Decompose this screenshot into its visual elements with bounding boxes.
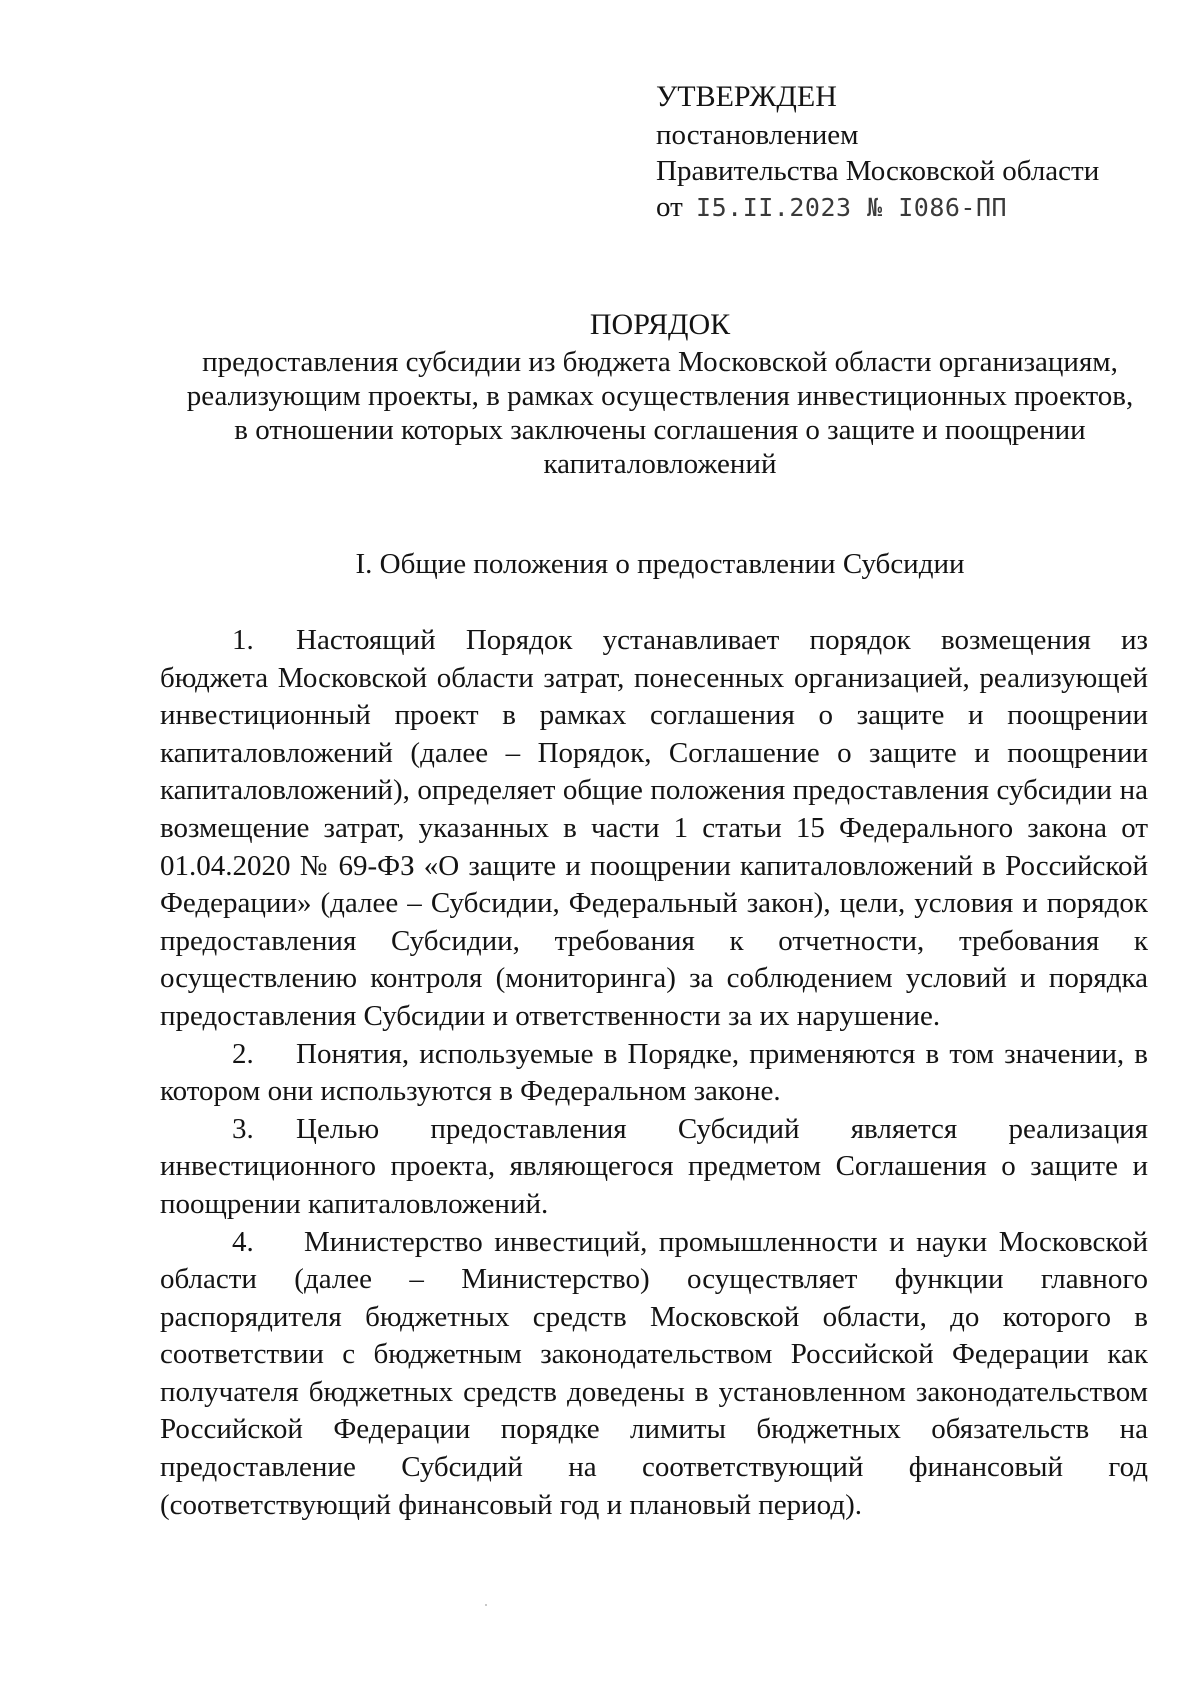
paragraph-4 <box>160 1224 1148 1525</box>
paragraph-text: Настоящий Порядок устанавливает порядок возмещения из бюджета Московской области затрат, понесенных организацией, реализующей инвестиционный проект в рамках соглашения о защите и поощрении капиталовложений (далее – Порядок, Соглашение о защите и поощрении капиталовложений), определяет общие положения предоставления субсидии на возмещение затрат, указанных в части 1 статьи 15 Федерального закона от 01.04.2020 № 69-ФЗ «О защите и поощрении капиталовложений в Российской Федерации» (далее – Субсидии, Федеральный закон), цели, условия и порядок предоставления Субсидии, требования к отчетности, требования к осуществлению контроля (мониторинга) за соблюдением условий и порядка предоставления Субсидии и ответственности за их нарушение. <box>160 624 1148 1032</box>
document-title: ПОРЯДОК <box>589 308 731 341</box>
subtitle-line: в отношении которых заключены соглашения о защите и поощрении <box>234 414 1086 446</box>
section-heading: I. Общие положения о предоставлении Субсидии <box>355 548 965 580</box>
approval-heading: УТВЕРЖДЕН <box>656 80 837 113</box>
document-title-block <box>160 306 1160 481</box>
paragraph-text: Целью предоставления Субсидий является реализация инвестиционного проекта, являющегося предметом Соглашения о защите и поощрении капиталовложений. <box>160 1112 1148 1220</box>
approval-stamp-block <box>656 78 1176 226</box>
scan-speck <box>485 1604 487 1606</box>
paragraph-number: 1. <box>232 624 254 656</box>
paragraph-2 <box>160 1036 1148 1111</box>
subtitle-line: реализующим проекты, в рамках осуществления инвестиционных проектов, <box>186 380 1134 412</box>
subtitle-line: капиталовложений <box>543 448 777 480</box>
approval-date-row <box>656 189 1176 226</box>
paragraph-text: Понятия, используемые в Порядке, применяются в том значении, в котором они используются в Федеральном законе. <box>160 1037 1148 1108</box>
paragraph-1 <box>160 622 1148 1036</box>
paragraph-number: 3. <box>232 1112 254 1145</box>
approval-line-government: Правительства Московской области <box>656 155 1100 187</box>
approval-date-prefix: от <box>656 191 683 223</box>
paragraph-number: 2. <box>232 1037 254 1070</box>
document-subtitle <box>160 345 1160 481</box>
document-body <box>160 622 1148 1524</box>
approval-date-stamp: I5.II.2023 № I086-ПП <box>696 193 1008 222</box>
subtitle-line: предоставления субсидии из бюджета Московской области организациям, <box>202 346 1118 378</box>
paragraph-number: 4. <box>232 1225 254 1258</box>
approval-line-decree: постановлением <box>656 119 859 151</box>
paragraph-text: Министерство инвестиций, промышленности и науки Московской области (далее – Министерство) осуществляет функции главного распорядителя бюджетных средств Московской области, до которого в соответствии с бюджетным законодательством Российской Федерации как получателя бюджетных средств доведены в установленном законодательством Российской Федерации порядке лимиты бюджетных обязательств на предоставление Субсидий на соответствующий финансовый год (соответствующий финансовый год и плановый период). <box>160 1225 1148 1521</box>
paragraph-3 <box>160 1111 1148 1224</box>
